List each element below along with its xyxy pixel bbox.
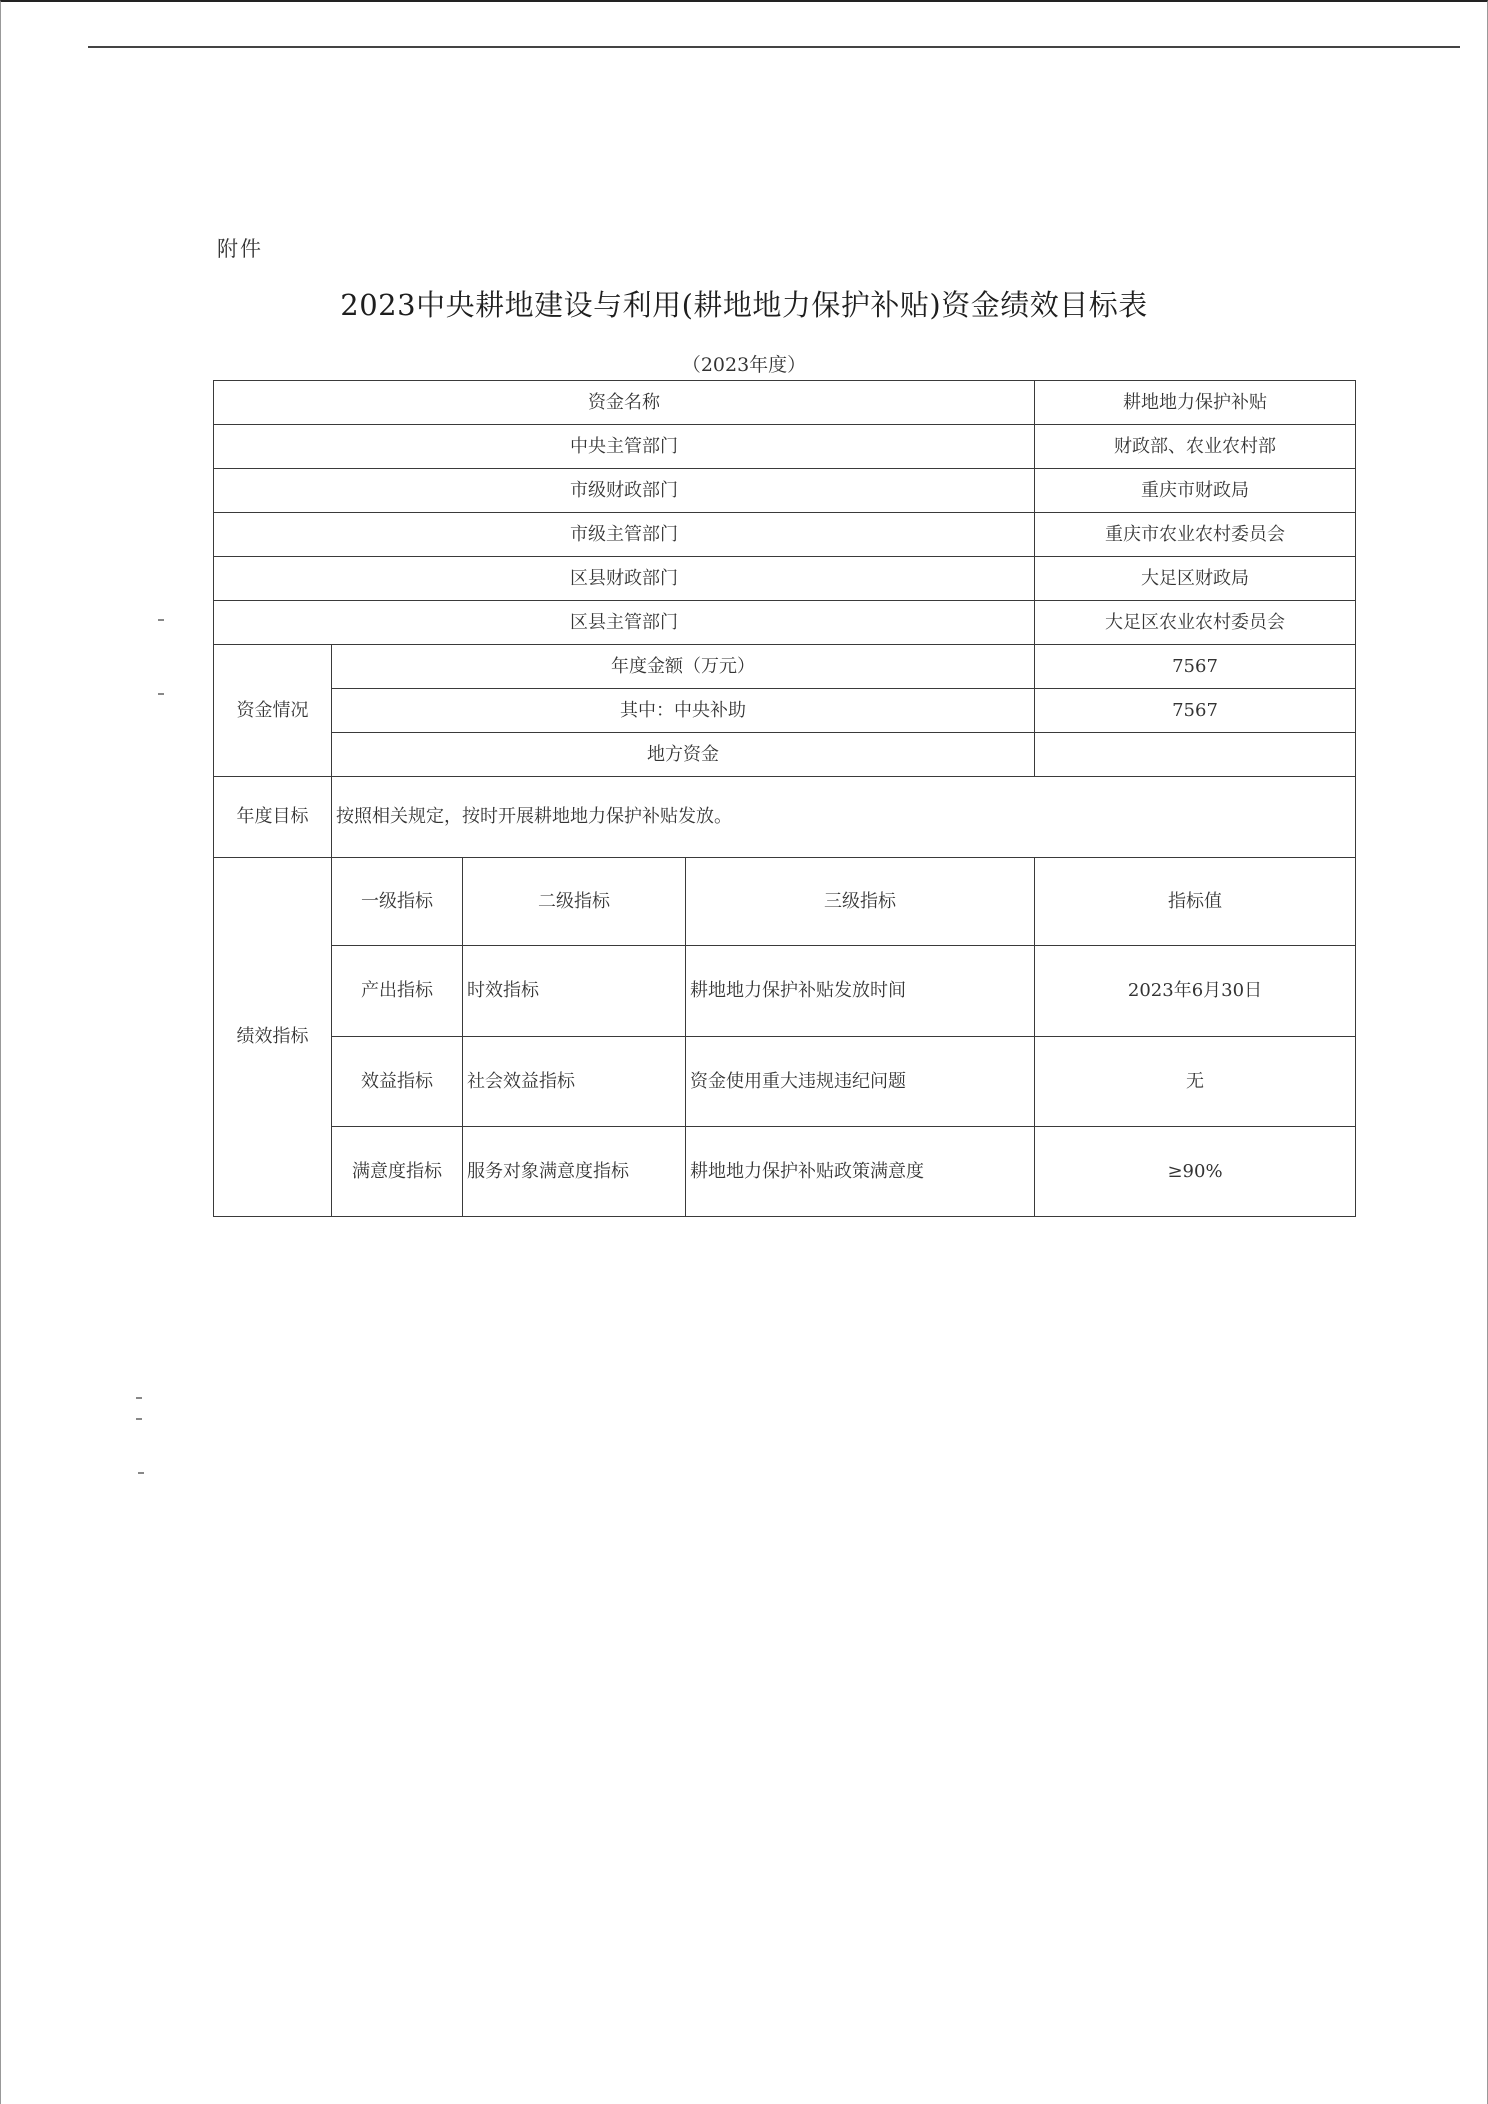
performance-target-table: [213, 380, 1356, 1217]
central-subsidy-value: 7567: [1035, 689, 1356, 733]
benefit-level2: 社会效益指标: [463, 1037, 686, 1127]
annual-goal-text: 按照相关规定，按时开展耕地地力保护补贴发放。: [332, 777, 1356, 858]
document-title: 2023中央耕地建设与利用(耕地地力保护补贴)资金绩效目标表: [340, 288, 1148, 322]
city-dept-label: 市级主管部门: [214, 513, 1035, 557]
header-rule: [88, 46, 1460, 48]
table-row: [214, 645, 1356, 689]
output-value: 2023年6月30日: [1035, 946, 1356, 1037]
header-level1: 一级指标: [332, 858, 463, 946]
header-level2: 二级指标: [463, 858, 686, 946]
district-finance-value: 大足区财政局: [1035, 557, 1356, 601]
table-row: [214, 777, 1356, 858]
central-subsidy-label: 其中：中央补助: [332, 689, 1035, 733]
city-dept-value: 重庆市农业农村委员会: [1035, 513, 1356, 557]
scan-speck: [158, 693, 164, 695]
local-funds-value: [1035, 733, 1356, 777]
header-level3: 三级指标: [686, 858, 1035, 946]
annual-amount-label: 年度金额（万元）: [332, 645, 1035, 689]
table-row: [214, 858, 1356, 946]
fund-name-value: 耕地地力保护补贴: [1035, 381, 1356, 425]
satisfaction-level3: 耕地地力保护补贴政策满意度: [686, 1127, 1035, 1217]
city-finance-value: 重庆市财政局: [1035, 469, 1356, 513]
performance-group-label: 绩效指标: [214, 858, 332, 1217]
table-row: [214, 1127, 1356, 1217]
central-dept-value: 财政部、农业农村部: [1035, 425, 1356, 469]
header-value: 指标值: [1035, 858, 1356, 946]
district-finance-label: 区县财政部门: [214, 557, 1035, 601]
district-dept-value: 大足区农业农村委员会: [1035, 601, 1356, 645]
benefit-level1: 效益指标: [332, 1037, 463, 1127]
central-dept-label: 中央主管部门: [214, 425, 1035, 469]
output-level3: 耕地地力保护补贴发放时间: [686, 946, 1035, 1037]
benefit-value: 无: [1035, 1037, 1356, 1127]
satisfaction-level2: 服务对象满意度指标: [463, 1127, 686, 1217]
table-row: [214, 425, 1356, 469]
table-row: [214, 689, 1356, 733]
satisfaction-value: ≥90%: [1035, 1127, 1356, 1217]
city-finance-label: 市级财政部门: [214, 469, 1035, 513]
satisfaction-level1: 满意度指标: [332, 1127, 463, 1217]
table-row: [214, 513, 1356, 557]
scan-speck: [158, 619, 164, 621]
table-row: [214, 381, 1356, 425]
table-row: [214, 1037, 1356, 1127]
funds-group-label: 资金情况: [214, 645, 332, 777]
annual-goal-label: 年度目标: [214, 777, 332, 858]
fund-name-label: 资金名称: [214, 381, 1035, 425]
table-row: [214, 733, 1356, 777]
local-funds-label: 地方资金: [332, 733, 1035, 777]
annual-amount-value: 7567: [1035, 645, 1356, 689]
district-dept-label: 区县主管部门: [214, 601, 1035, 645]
table-row: [214, 946, 1356, 1037]
table-row: [214, 601, 1356, 645]
output-level2: 时效指标: [463, 946, 686, 1037]
benefit-level3: 资金使用重大违规违纪问题: [686, 1037, 1035, 1127]
output-level1: 产出指标: [332, 946, 463, 1037]
scan-speck: [136, 1397, 142, 1399]
document-subtitle: （2023年度）: [681, 354, 807, 376]
attachment-label: 附件: [217, 237, 263, 261]
scan-speck: [136, 1418, 142, 1420]
scan-speck: [138, 1472, 144, 1474]
table-row: [214, 469, 1356, 513]
table-row: [214, 557, 1356, 601]
